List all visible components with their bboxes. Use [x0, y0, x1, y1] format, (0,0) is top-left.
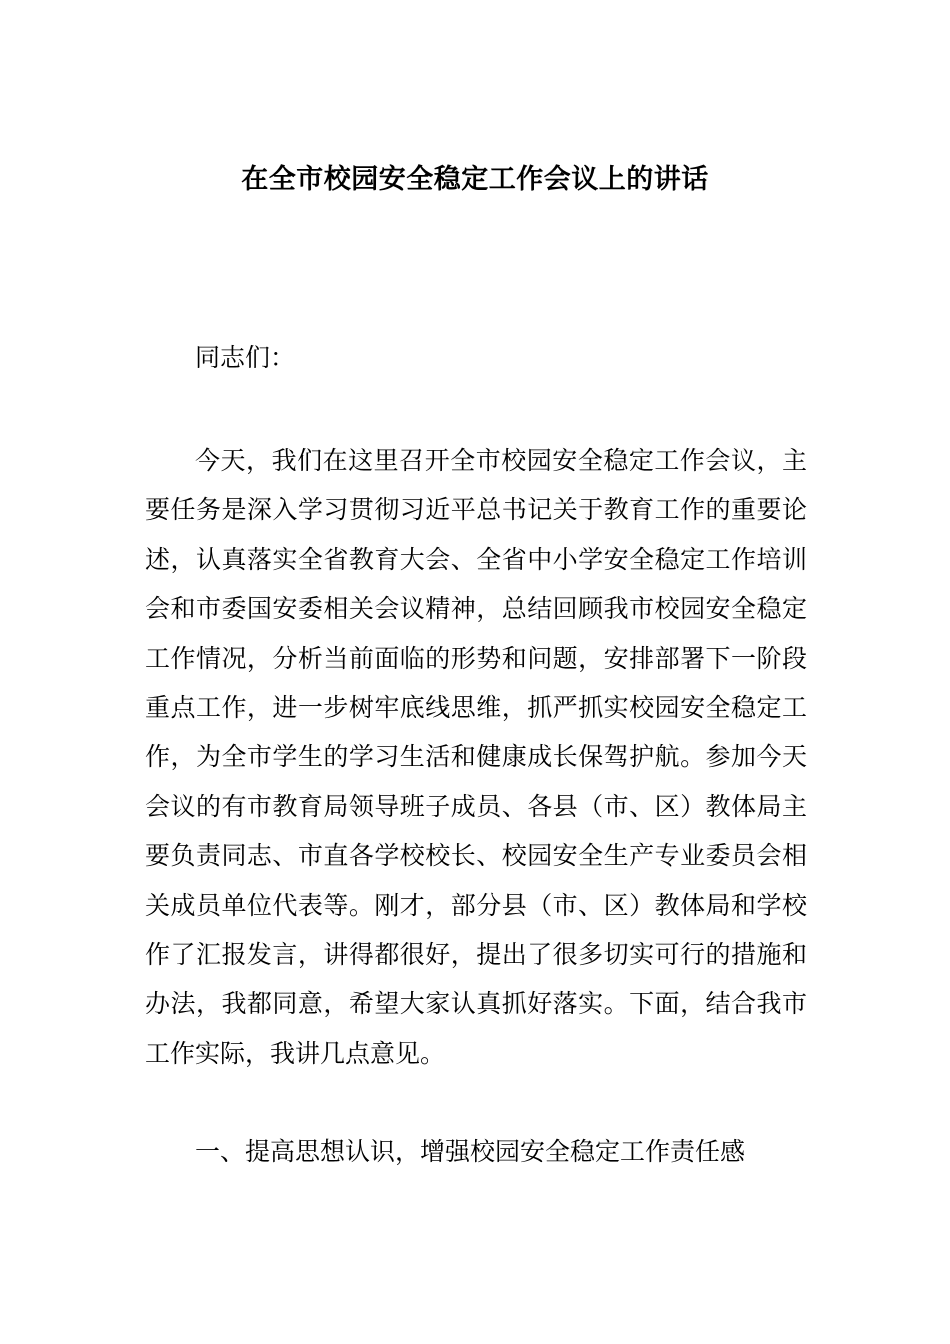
section-heading: 一、提高思想认识，增强校园安全稳定工作责任感: [195, 1137, 746, 1166]
document-title: 在全市校园安全稳定工作会议上的讲话: [241, 164, 709, 195]
body-paragraph: 今天，我们在这里召开全市校园安全稳定工作会议，主要任务是深入学习贯彻习近平总书记关于教育工作的重要论述，认真落实全省教育大会、全省中小学安全稳定工作培训会和市委国安委相关会议精神，总结回顾我市校园安全稳定工作情况，分析当前面临的形势和问题，安排部署下一阶段重点工作，进一步树牢底线思维，抓严抓实校园安全稳定工作，为全市学生的学习生活和健康成长保驾护航。参加今天会议的有市教育局领导班子成员、各县（市、区）教体局主要负责同志、市直各学校校长、校园安全生产专业委员会相关成员单位代表等。刚才，部分县（市、区）教体局和学校作了汇报发言，讲得都很好，提出了很多切实可行的措施和办法，我都同意，希望大家认真抓好落实。下面，结合我市工作实际，我讲几点意见。: [145, 446, 807, 1068]
salutation: 同志们：: [195, 343, 296, 372]
